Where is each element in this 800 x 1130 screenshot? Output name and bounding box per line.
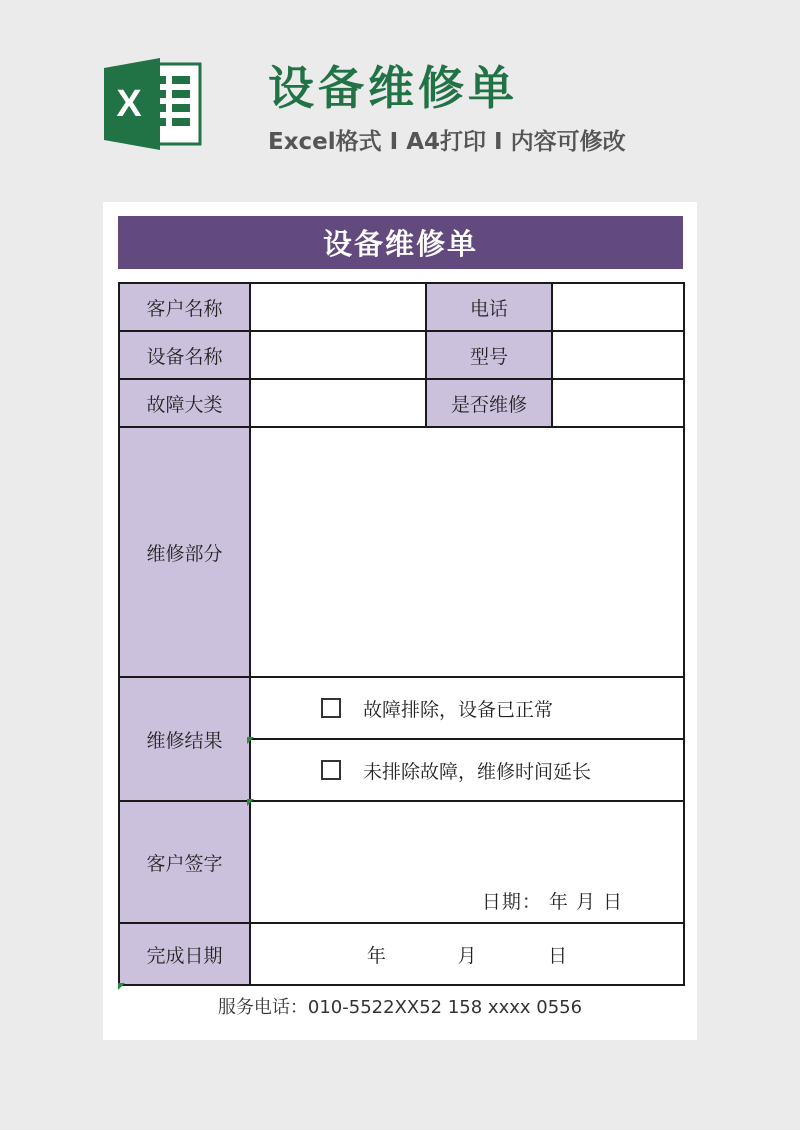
completion-day: 日 [548, 944, 568, 967]
form-banner-title: 设备维修单 [118, 216, 683, 269]
completion-date-field[interactable] [250, 923, 684, 985]
fault-category-field[interactable] [250, 379, 426, 427]
repair-part-label: 维修部分 [119, 427, 250, 677]
page-subtitle: Excel格式 I A4打印 I 内容可修改 [268, 129, 626, 155]
cell-comment-marker [118, 983, 125, 990]
repair-form-sheet [103, 202, 697, 1040]
result-option-2-checkbox[interactable] [321, 760, 341, 780]
service-phone: 服务电话：010-5522XX52 158 xxxx 0556 [217, 997, 583, 1018]
completion-year: 年 [366, 944, 386, 967]
excel-icon [104, 58, 204, 150]
result-option-2-cell [250, 739, 684, 801]
page-title: 设备维修单 [268, 61, 518, 115]
phone-field[interactable] [552, 283, 684, 331]
result-option-1-checkbox[interactable] [321, 698, 341, 718]
repair-part-field[interactable] [250, 427, 684, 677]
page-header [0, 0, 800, 200]
excel-logo-letter: X [116, 83, 142, 125]
customer-name-field[interactable] [250, 283, 426, 331]
customer-name-label: 客户名称 [119, 283, 250, 331]
cell-comment-marker [247, 737, 254, 744]
signature-label: 客户签字 [119, 801, 250, 923]
result-option-2 [251, 757, 683, 784]
repaired-label: 是否维修 [426, 379, 552, 427]
signature-field[interactable] [250, 801, 684, 923]
result-option-1-text: 故障排除，设备已正常 [363, 698, 554, 721]
repaired-field[interactable] [552, 379, 684, 427]
device-name-label: 设备名称 [119, 331, 250, 379]
repair-result-label: 维修结果 [119, 677, 250, 801]
cell-comment-marker [247, 799, 254, 806]
completion-month: 月 [457, 944, 477, 967]
result-option-1-cell [250, 677, 684, 739]
completion-date-label: 完成日期 [119, 923, 250, 985]
model-label: 型号 [426, 331, 552, 379]
repair-form-table [118, 282, 685, 986]
model-field[interactable] [552, 331, 684, 379]
result-option-2-text: 未排除故障，维修时间延长 [363, 760, 592, 783]
result-option-1 [251, 695, 683, 722]
signature-date: 日期： 年 月 日 [481, 891, 623, 913]
completion-date-parts [251, 941, 683, 968]
fault-category-label: 故障大类 [119, 379, 250, 427]
phone-label: 电话 [426, 283, 552, 331]
device-name-field[interactable] [250, 331, 426, 379]
